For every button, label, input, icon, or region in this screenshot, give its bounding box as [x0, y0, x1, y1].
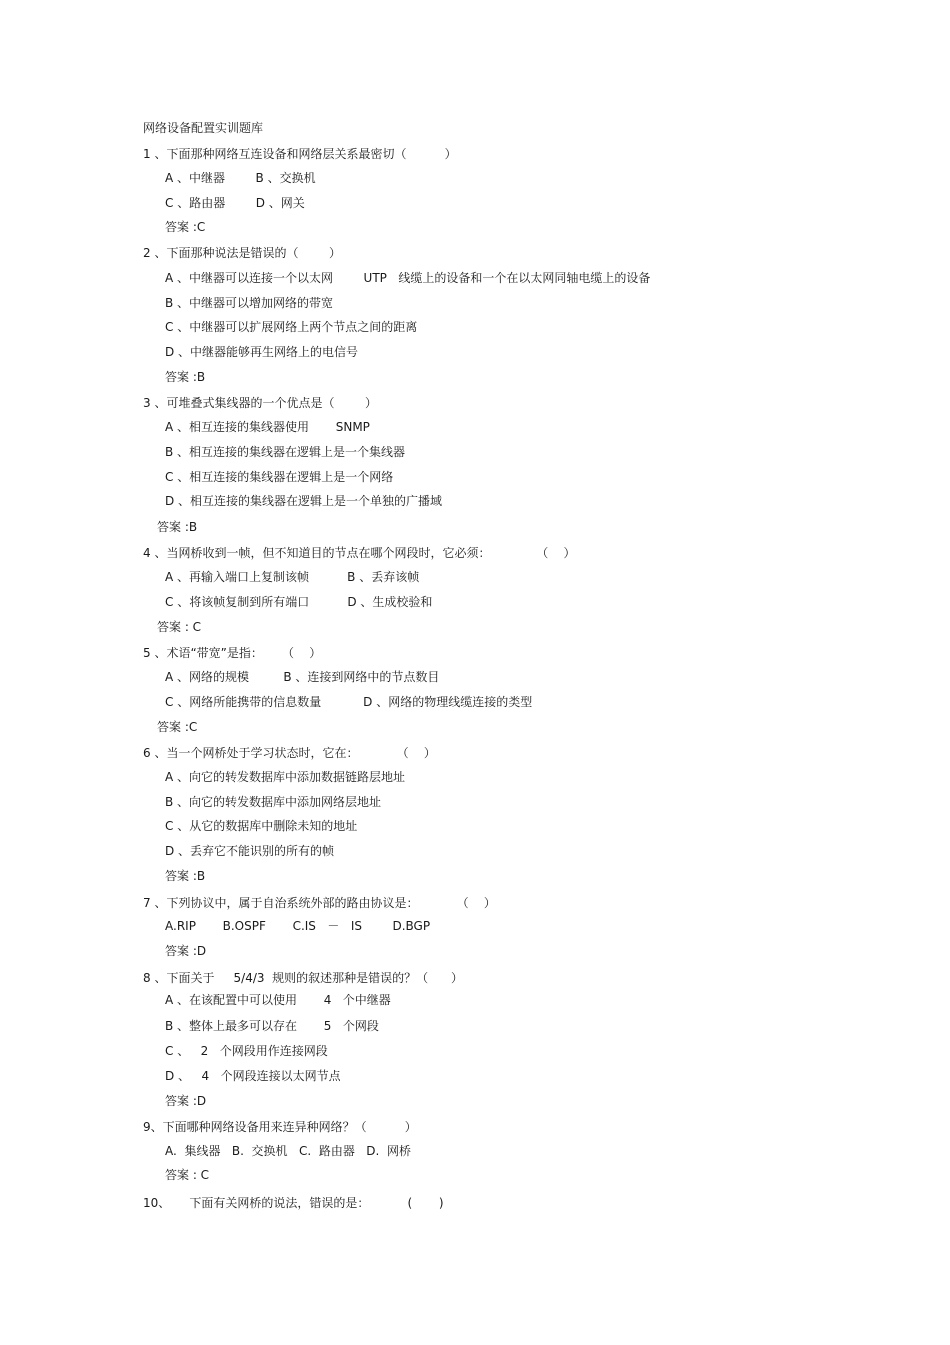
- question-4: 4 、当网桥收到一帧，但不知道目的节点在哪个网段时，它必须： （ ）: [143, 546, 576, 560]
- option-line: C 、网络所能携带的信息数量 D 、网络的物理线缆连接的类型: [165, 695, 533, 709]
- document-title: 网络设备配置实训题库: [143, 121, 264, 135]
- option-line: A. 集线器 B. 交换机 C. 路由器 D. 网桥: [165, 1144, 411, 1158]
- option-line: B 、相互连接的集线器在逻辑上是一个集线器: [165, 445, 406, 459]
- answer-3: 答案 :B: [157, 520, 198, 534]
- question-2: 2 、下面那种说法是错误的（ ）: [143, 246, 341, 260]
- option-line: B 、向它的转发数据库中添加网络层地址: [165, 795, 382, 809]
- option-line: A 、中继器可以连接一个以太网 UTP 线缆上的设备和一个在以太网同轴电缆上的设备: [165, 271, 651, 285]
- option-line: C 、中继器可以扩展网络上两个节点之间的距离: [165, 320, 418, 334]
- option-line: C 、 2 个网段用作连接网段: [165, 1044, 328, 1058]
- question-1: 1 、下面那种网络互连设备和网络层关系最密切（ ）: [143, 147, 457, 161]
- answer-5: 答案 :C: [157, 720, 198, 734]
- question-5: 5 、术语“带宽”是指： （ ）: [143, 646, 322, 660]
- option-line: C 、从它的数据库中删除未知的地址: [165, 819, 358, 833]
- option-line: B 、整体上最多可以存在 5 个网段: [165, 1019, 379, 1033]
- option-line: B 、中继器可以增加网络的带宽: [165, 296, 334, 310]
- option-line: A 、相互连接的集线器使用 SNMP: [165, 420, 370, 434]
- option-line: A 、再输入端口上复制该帧 B 、丢弃该帧: [165, 570, 420, 584]
- option-line: C 、路由器 D 、网关: [165, 196, 305, 210]
- option-line: C 、相互连接的集线器在逻辑上是一个网络: [165, 470, 394, 484]
- option-line: A 、中继器 B 、交换机: [165, 171, 316, 185]
- option-line: A.RIP B.OSPF C.IS － IS D.BGP: [165, 919, 431, 933]
- question-3: 3 、可堆叠式集线器的一个优点是（ ）: [143, 396, 377, 410]
- answer-6: 答案 :B: [165, 869, 206, 883]
- option-line: D 、 4 个网段连接以太网节点: [165, 1069, 341, 1083]
- answer-8: 答案 :D: [165, 1094, 207, 1108]
- answer-7: 答案 :D: [165, 944, 207, 958]
- option-line: D 、丢弃它不能识别的所有的帧: [165, 844, 335, 858]
- answer-2: 答案 :B: [165, 370, 206, 384]
- question-10: 10、 下面有关网桥的说法，错误的是： ( ): [143, 1196, 444, 1210]
- option-line: C 、将该帧复制到所有端口 D 、生成校验和: [165, 595, 433, 609]
- question-8: 8 、下面关于 5/4/3 规则的叙述那种是错误的？（ ）: [143, 971, 464, 985]
- option-line: D 、中继器能够再生网络上的电信号: [165, 345, 359, 359]
- answer-4: 答案 : C: [157, 620, 202, 634]
- question-7: 7 、下列协议中，属于自治系统外部的路由协议是： （ ）: [143, 896, 496, 910]
- option-line: D 、相互连接的集线器在逻辑上是一个单独的广播域: [165, 494, 443, 508]
- option-line: A 、在该配置中可以使用 4 个中继器: [165, 993, 391, 1007]
- answer-1: 答案 :C: [165, 220, 206, 234]
- answer-9: 答案 : C: [165, 1168, 210, 1182]
- option-line: A 、向它的转发数据库中添加数据链路层地址: [165, 770, 406, 784]
- question-9: 9、下面哪种网络设备用来连异种网络？（ ）: [143, 1120, 417, 1134]
- option-line: A 、网络的规模 B 、连接到网络中的节点数目: [165, 670, 440, 684]
- question-6: 6 、当一个网桥处于学习状态时，它在： （ ）: [143, 746, 436, 760]
